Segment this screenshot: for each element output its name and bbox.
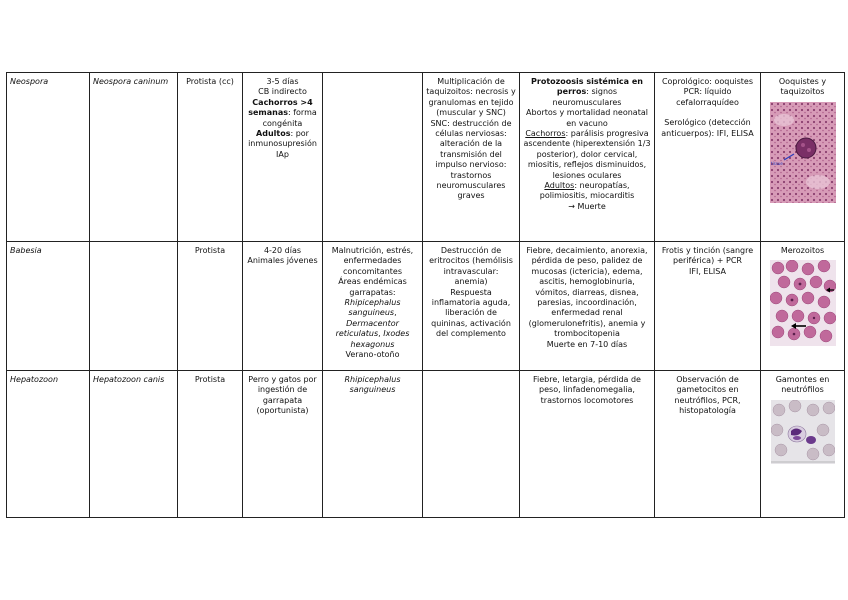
diagnosis-cell: Observación de gametocitos en neutrófilos, PCR, histopatología [655, 371, 761, 518]
image-caption: Ooquistes y taquizoitos [778, 77, 827, 97]
diagnosis-cell: Frotis y tinción (sangre periférica) + PCR IFI, ELISA [655, 242, 761, 371]
diagnosis-line3: Serológico (detección anticuerpos): IFI, ELISA [661, 118, 754, 138]
iap-text: IAp [276, 149, 289, 159]
classification-cell: Protista (cc) [178, 73, 243, 242]
image-cell [761, 73, 845, 242]
cachorros-signs-detail: : parálisis progresiva ascendente (hiperextensión 1/3 posterior), dolor cervical, miositis, reflejos disminuidos, lesiones oculares [523, 129, 651, 180]
adultos-signs-label: Adultos [544, 181, 575, 191]
genus-name: Hepatozoon [10, 375, 59, 384]
cachorros-label: Cachorros >4 semanas [248, 97, 313, 118]
oocyst-micrograph [770, 102, 836, 203]
genus-cell [7, 371, 90, 518]
risk-line2: Áreas endémicas garrapatas: [338, 277, 407, 297]
diagnosis-line1: Coprológico: ooquistes [661, 77, 754, 86]
cachorros-signs-label: Cachorros [525, 129, 566, 139]
systemic-title [523, 77, 651, 108]
adultos-signs-detail: : neuropatías, polimiositis, miocarditis [539, 181, 635, 201]
transmission-cell: Perro y gatos por ingestión de garrapata (oportunista) [243, 371, 323, 518]
species-cell [90, 242, 178, 371]
genus-name: Babesia [10, 246, 42, 255]
gamont-micrograph [771, 400, 835, 464]
systemic-title-bold: Protozoosis sistémica en perros [531, 77, 643, 97]
risk-line1: Malnutrición, estrés, enfermedades concomitantes [331, 246, 414, 276]
risk-factors-cell [323, 242, 423, 371]
separator: , [378, 329, 384, 339]
tick-species: Rhipicephalus sanguineus [344, 375, 401, 395]
species-cell [90, 371, 178, 518]
table-row [7, 371, 845, 518]
tick-species-3: Ixodes hexagonus [350, 329, 410, 349]
muerte-text: → Muerte [568, 201, 606, 211]
cachorros-detail: : forma congénita [262, 108, 317, 128]
tick-species-1: Rhipicephalus sanguineus [344, 298, 401, 318]
transmission-cell [243, 73, 323, 242]
genus-cell [7, 73, 90, 242]
image-caption: Gamontes en neutrófilos [775, 375, 830, 395]
image-cell [761, 371, 845, 518]
adultos-label: Adultos [256, 129, 291, 139]
tick-species-2: Dermacentor reticulatus [335, 318, 399, 339]
incubation-text: 3-5 días [266, 77, 299, 86]
diagnosis-line2: PCR: líquido cefalorraquídeo [676, 87, 739, 107]
systemic-title-tail: : signos neuromusculares [552, 87, 622, 107]
merozoite-micrograph [770, 260, 836, 346]
clinical-signs-cell: Fiebre, decaimiento, anorexia, pérdida de peso, palidez de mucosas (ictericia), edema, ascitis, hemoglobinuria, vómitos, diarreas, disnea, paresias, incoordinación, enfermedad renal (glomerulonefritis), anemia y trombocitopenia Muerte en 7-10 días [520, 242, 655, 371]
adultos-text [246, 129, 319, 150]
tick-species [326, 298, 419, 350]
image-cell [761, 242, 845, 371]
season-text: Verano-otoño [345, 350, 400, 360]
pathogenesis-cell: Multiplicación de taquizoitos: necrosis y granulomas en tejido (muscular y SNC) SNC: destrucción de células nerviosas: alteración de la transmisión del impulso nervioso: trastornos neuromusculares graves [423, 73, 520, 242]
image-caption: Merozoitos [780, 246, 825, 255]
cachorros-text [246, 98, 319, 129]
cachorros-signs [523, 129, 651, 181]
spacer [658, 108, 757, 118]
species-name: Neospora caninum [93, 77, 169, 86]
adultos-detail: : por inmunosupresión [248, 129, 317, 149]
separator: , [394, 308, 397, 318]
species-name: Hepatozoon canis [93, 375, 165, 384]
cycle-text: CB indirecto [258, 87, 307, 97]
pathogenesis-cell [423, 371, 520, 518]
diagnosis-cell [655, 73, 761, 242]
adultos-signs [523, 181, 651, 202]
risk-factors-cell [323, 371, 423, 518]
table-row [7, 242, 845, 371]
parasite-table [6, 72, 845, 518]
risk-factors-cell [323, 73, 423, 242]
clinical-signs-cell [520, 73, 655, 242]
classification-cell: Protista [178, 371, 243, 518]
abortos-text: Abortos y mortalidad neonatal en vacuno [526, 108, 648, 128]
pathogenesis-cell: Destrucción de eritrocitos (hemólisis intravascular: anemia) Respuesta inflamatoria aguda, liberación de quininas, activación del complemento [423, 242, 520, 371]
clinical-signs-cell: Fiebre, letargia, pérdida de peso, linfadenomegalia, trastornos locomotores [520, 371, 655, 518]
classification-cell: Protista [178, 242, 243, 371]
genus-name: Neospora [10, 77, 49, 86]
species-cell [90, 73, 178, 242]
transmission-cell: 4-20 días Animales jóvenes [243, 242, 323, 371]
genus-cell [7, 242, 90, 371]
table-row [7, 73, 845, 242]
svg-text:tissue: tissue [770, 160, 783, 166]
